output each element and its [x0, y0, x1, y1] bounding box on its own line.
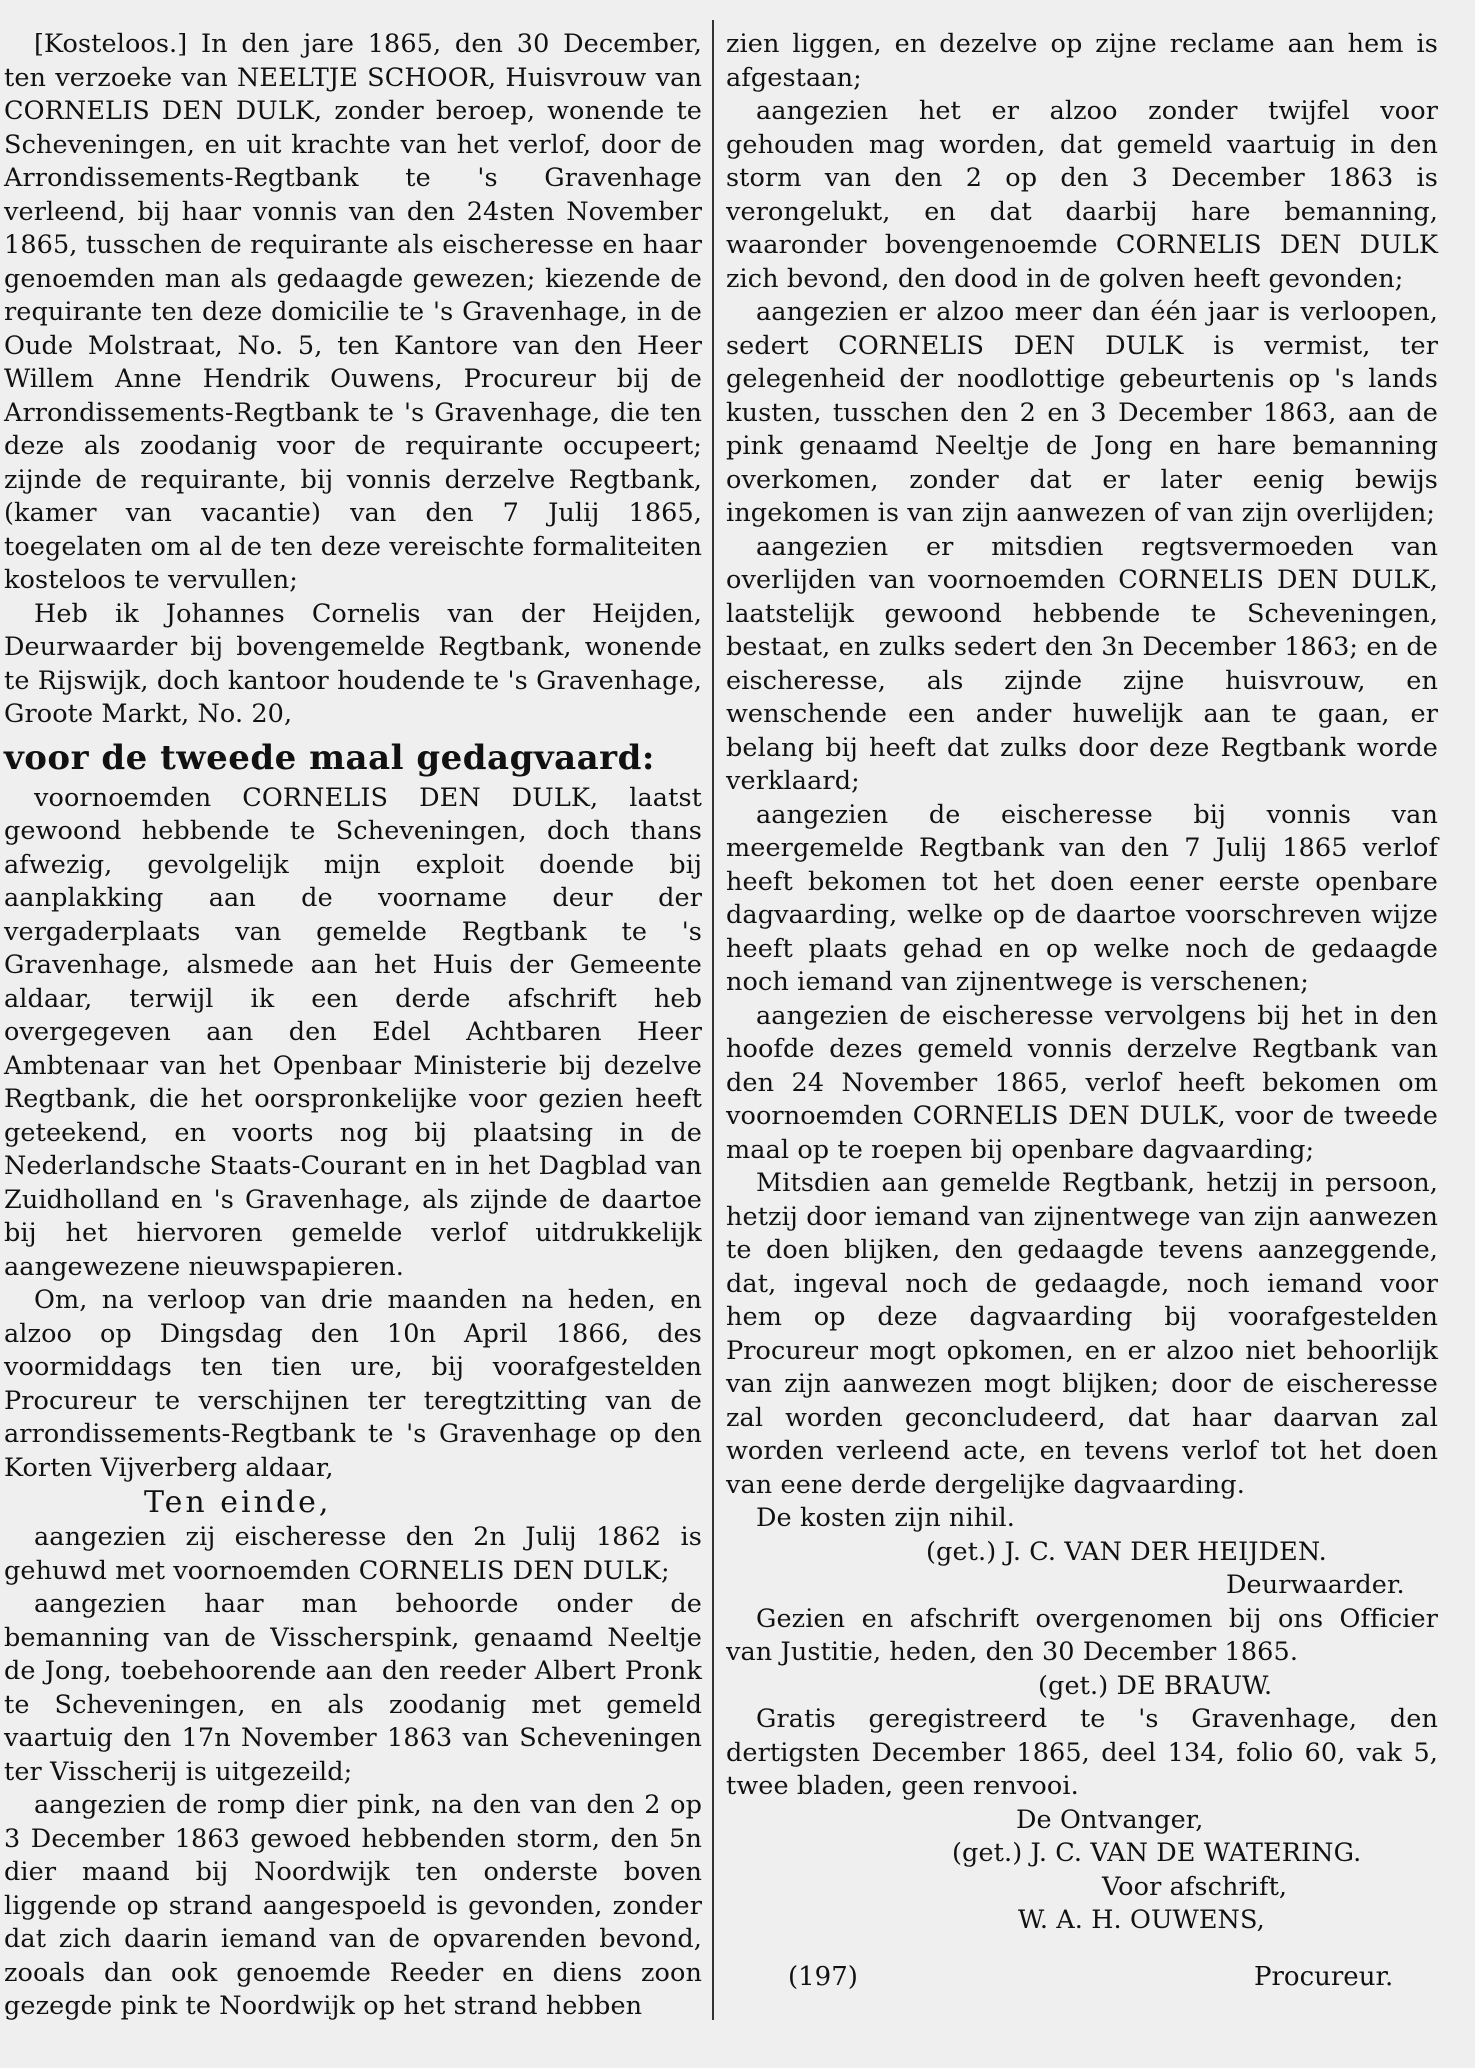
procureur-title: Procureur.: [1254, 1962, 1394, 1992]
left-paragraph-marriage: aangezien zij eischeresse den 2n Julij 1862 is gehuwd met voornoemden CORNELIS DEN DULK;: [4, 1522, 702, 1586]
right-paragraph-officer: Gezien en afschrift overgenomen bij ons Officier van Justitie, heden, den 30 December 1865.: [726, 1603, 1438, 1667]
costs-line: De kosten zijn nihil.: [756, 1503, 1015, 1533]
left-paragraph-wreck: aangezien de romp dier pink, na den van den 2 op 3 December 1863 gewoed hebbenden storm, den 5n dier maand bij Noordwijk ten onderste boven liggende op strand aangespoeld is gevonden, zonder dat zich daarin iemand van de opvarenden bevond, zooals dan ook genoemde Reeder en diens zoon gezegde pink te Noordwijk op het strand hebben: [4, 1790, 702, 2021]
left-paragraph-intro: [Kosteloos.] In den jare 1865, den 30 December, ten verzoeke van NEELTJE SCHOOR, Huisvrouw van CORNELIS DEN DULK, zonder beroep, wonende te Scheveningen, en uit krachte van het verlof, door de Arrondissements-Regtbank te 's Gravenhage verleend, bij haar vonnis van den 24sten November 1865, tusschen de requirante als eischeresse en haar genoemden man als gedaagde gewezen; kiezende de requirante ten deze domicilie te 's Gravenhage, in de Oude Molstraat, No. 5, ten Kantore van den Heer Willem Anne Hendrik Ouwens, Procureur bij de Arrondissements-Regtbank te 's Gravenhage, die ten deze als zoodanig voor de requirante occupeert; zijnde de requirante, bij vonnis derzelve Regtbank, (kamer van vacantie) van den 7 Julij 1865, toegelaten om al de ten deze vereischte formaliteiten kosteloos te vervullen;: [4, 29, 702, 595]
right-paragraph-second-summons: aangezien de eischeresse vervolgens bij het in den hoofde dezes gemeld vonnis derzelve Regtbank van den 24 November 1865, verlof heeft bekomen om voornoemden CORNELIS DEN DULK, voor de tweede maal op te roepen bij openbare dagvaarding;: [726, 1000, 1438, 1165]
right-paragraph-continued: zien liggen, en dezelve op zijne reclame aan hem is afgestaan;: [726, 29, 1438, 93]
page-number: (197): [788, 1962, 858, 1992]
column-divider: [712, 20, 714, 2020]
right-paragraph-first-summons: aangezien de eischeresse bij vonnis van meergemelde Regtbank van den 7 Julij 1865 verlof heeft bekomen tot het doen eener eerste openbare dagvaarding, welke op de daartoe voorschreven wijze heeft plaats gehad en op welke noch de gedaagde noch iemand van zijnentwege is verschenen;: [726, 799, 1438, 997]
left-paragraph-hearing: Om, na verloop van drie maanden na heden, en alzoo op Dingsdag den 10n April 1866, des voormiddags ten tien ure, bij voorafgestelden Procureur te verschijnen ter teregtzitting van de arrondissements-Regtbank te 's Gravenhage op den Korten Vijverberg aldaar,: [4, 1285, 702, 1483]
left-column: [4, 28, 702, 2024]
right-paragraph-missing: aangezien er alzoo meer dan één jaar is verloopen, sedert CORNELIS DEN DULK is vermist, ter gelegenheid der noodlottige gebeurtenis op 's lands kusten, tusschen den 2 en 3 December 1863, aan de pink genaamd Neeltje de Jong en hare bemanning overkomen, zonder dat er later eenig bewijs ingekomen is van zijn aanwezen of van zijn overlijden;: [726, 297, 1438, 528]
right-paragraph-shipwreck: aangezien het er alzoo zonder twijfel voor gehouden mag worden, dat gemeld vaartuig in den storm van den 2 op den 3 December 1863 is verongelukt, en dat daarbij hare bemanning, waaronder bovengenoemde CORNELIS DEN DULK zich bevond, den dood in de golven heeft gevonden;: [726, 96, 1438, 294]
left-paragraph-defendant: voornoemden CORNELIS DEN DULK, laatst gewoond hebbende te Scheveningen, doch thans afwezig, gevolgelijk mijn exploit doende bij aanplakking aan de voorname deur der vergaderplaats van gemelde Regtbank te 's Gravenhage, alsmede aan het Huis der Gemeente aldaar, terwijl ik een derde afschrift heb overgegeven aan den Edel Achtbaren Heer Ambtenaar van het Openbaar Ministerie bij dezelve Regtbank, die het oorspronkelijke voor gezien heeft geteekend, en voorts nog bij plaatsing in de Nederlandsche Staats-Courant en in het Dagblad van Zuidholland en 's Gravenhage, als zijnde de daartoe bij het hiervoren gemelde verlof uitdrukkelijk aangewezene nieuwspapieren.: [4, 782, 702, 1282]
right-paragraph-registered: Gratis geregistreerd te 's Gravenhage, den dertigsten December 1865, deel 134, folio 60, vak 5, twee bladen, geen renvooi.: [726, 1704, 1438, 1801]
copy-label: Voor afschrift,: [1102, 1871, 1288, 1902]
ten-einde-heading: Ten einde,: [144, 1485, 332, 1520]
left-paragraph-bailiff: Heb ik Johannes Cornelis van der Heijden, Deurwaarder bij bovengemelde Regtbank, wonende te Rijswijk, doch kantoor houdende te 's Gravenhage, Groote Markt, No. 20,: [4, 598, 702, 729]
right-paragraph-therefore: Mitsdien aan gemelde Regtbank, hetzij in persoon, hetzij door iemand van zijnentwege van zijn aanwezen te doen blijken, den gedaagde tevens aanzeggende, dat, ingeval noch de gedaagde, noch iemand voor hem op deze dagvaarding bij voorafgestelden Procureur mogt opkomen, en er alzoo niet behoorlijk van zijn aanwezen mogt blijken; door de eischeresse zal worden geconcludeerd, dat haar daarvan zal worden verleend acte, en tevens verlof tot het doen van eene derde dergelijke dagvaarding.: [726, 1168, 1438, 1500]
signature-procureur: W. A. H. OUWENS,: [1018, 1905, 1265, 1935]
receiver-title: De Ontvanger,: [1016, 1804, 1204, 1835]
signature-bailiff-title: Deurwaarder.: [1226, 1570, 1405, 1600]
signature-bailiff: (get.) J. C. VAN DER HEIJDEN.: [926, 1536, 1327, 1567]
signature-officer: (get.) DE BRAUW.: [1038, 1670, 1273, 1701]
summons-heading: voor de tweede maal gedagvaard:: [4, 737, 655, 778]
right-column: [726, 28, 1438, 1938]
signature-receiver: (get.) J. C. VAN DE WATERING.: [952, 1838, 1362, 1868]
left-paragraph-crew: aangezien haar man behoorde onder de bemanning van de Visscherspink, genaamd Neeltje de Jong, toebehoorende aan den reeder Albert Pronk te Scheveningen, en als zoodanig met gemeld vaartuig den 17n November 1863 van Scheveningen ter Visscherij is uitgezeild;: [4, 1589, 702, 1787]
right-paragraph-presumption: aangezien er mitsdien regtsvermoeden van overlijden van voornoemden CORNELIS DEN DULK, laatstelijk gewoond hebbende te Scheveningen, bestaat, en zulks sedert den 3n December 1863; en de eischeresse, als zijnde zijne huisvrouw, en wenschende een ander huwelijk aan te gaan, er belang bij heeft dat zulks door deze Regtbank worde verklaard;: [726, 531, 1438, 796]
